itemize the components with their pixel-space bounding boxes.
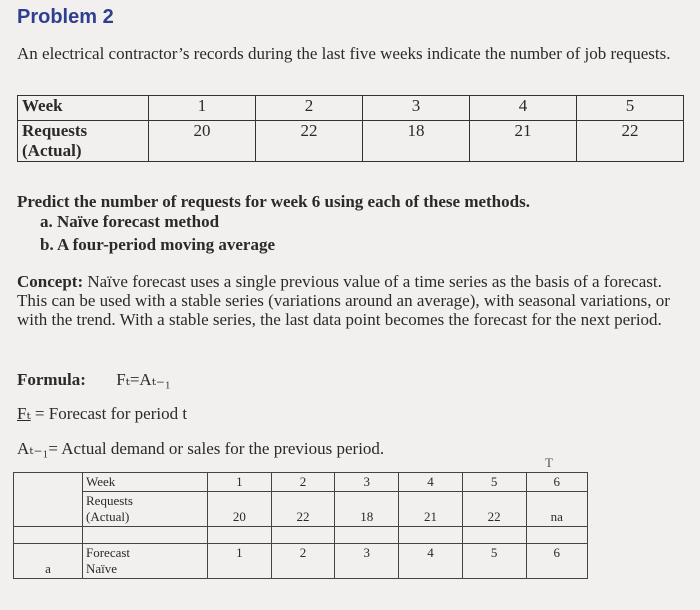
forecast-cell: 2 bbox=[271, 544, 335, 579]
request-cell: 20 bbox=[208, 492, 272, 527]
requests-table bbox=[17, 95, 684, 162]
forecast-header-line1: Forecast bbox=[86, 545, 131, 560]
week-cell: 4 bbox=[470, 96, 577, 121]
blank-cell bbox=[14, 527, 83, 544]
blank-cell bbox=[208, 527, 272, 544]
requests-header bbox=[83, 492, 208, 527]
request-cell: 22 bbox=[271, 492, 335, 527]
forecast-cell: 1 bbox=[208, 544, 272, 579]
forecast-cell: 6 bbox=[526, 544, 587, 579]
formula-expression: Fₜ=Aₜ₋₁ bbox=[116, 370, 171, 389]
blank-cell bbox=[14, 473, 83, 527]
requests-header-line2: (Actual) bbox=[22, 141, 82, 160]
forecast-symbol: Fₜ bbox=[17, 404, 31, 423]
request-cell: 20 bbox=[149, 121, 256, 162]
week-cell: 3 bbox=[363, 96, 470, 121]
requests-header bbox=[18, 121, 149, 162]
request-cell: 22 bbox=[577, 121, 684, 162]
request-cell: 22 bbox=[462, 492, 526, 527]
concept-label: Concept: bbox=[17, 272, 84, 291]
forecast-cell: 3 bbox=[335, 544, 399, 579]
table-row bbox=[14, 527, 588, 544]
table-row bbox=[18, 121, 684, 162]
week-cell: 1 bbox=[149, 96, 256, 121]
option-b: b. A four-period moving average bbox=[40, 235, 275, 254]
week-header: Week bbox=[83, 473, 208, 492]
request-cell: 22 bbox=[256, 121, 363, 162]
forecast-header-line2: Naïve bbox=[86, 561, 118, 576]
week-cell: 5 bbox=[462, 473, 526, 492]
table-row bbox=[18, 96, 684, 121]
formula-label: Formula: bbox=[17, 370, 86, 389]
request-cell: 21 bbox=[470, 121, 577, 162]
concept-paragraph bbox=[17, 272, 682, 329]
week-cell: 3 bbox=[335, 473, 399, 492]
actual-definition: Aₜ₋₁= Actual demand or sales for the previous period. bbox=[17, 439, 385, 458]
request-cell: na bbox=[526, 492, 587, 527]
page-title: Problem 2 bbox=[17, 6, 114, 28]
forecast-definition bbox=[17, 404, 187, 424]
week-cell: 5 bbox=[577, 96, 684, 121]
blank-cell bbox=[83, 527, 208, 544]
week-header: Week bbox=[18, 96, 149, 121]
blank-cell bbox=[335, 527, 399, 544]
handwritten-mark: T bbox=[545, 455, 553, 470]
forecast-definition-text: = Forecast for period t bbox=[30, 404, 188, 423]
forecast-cell: 4 bbox=[399, 544, 463, 579]
request-cell: 21 bbox=[399, 492, 463, 527]
blank-cell bbox=[462, 527, 526, 544]
concept-text: Naïve forecast uses a single previous value of a time series as the basis of a forecast. This can be used with a stable series (variations around an average), with seasonal variations, or with the trend. With a stable series, the last data point becomes the forecast for the next period. bbox=[17, 272, 670, 329]
method-marker: a bbox=[14, 544, 83, 579]
request-cell: 18 bbox=[363, 121, 470, 162]
week-cell: 2 bbox=[256, 96, 363, 121]
forecast-table bbox=[13, 472, 588, 579]
table-row bbox=[14, 473, 588, 492]
week-cell: 4 bbox=[399, 473, 463, 492]
option-a: a. Naïve forecast method bbox=[40, 212, 220, 231]
forecast-header bbox=[83, 544, 208, 579]
table-row bbox=[14, 492, 588, 527]
week-cell: 2 bbox=[271, 473, 335, 492]
week-cell: 1 bbox=[208, 473, 272, 492]
requests-header-line2: (Actual) bbox=[86, 509, 130, 524]
forecast-cell: 5 bbox=[462, 544, 526, 579]
intro-text: An electrical contractor’s records during the last five weeks indicate the number of job requests. bbox=[17, 44, 671, 63]
blank-cell bbox=[271, 527, 335, 544]
week-cell: 6 bbox=[526, 473, 587, 492]
formula bbox=[17, 370, 171, 390]
blank-cell bbox=[399, 527, 463, 544]
requests-header-line1: Requests bbox=[22, 121, 88, 140]
request-cell: 18 bbox=[335, 492, 399, 527]
table-row bbox=[14, 544, 588, 579]
question-text: Predict the number of requests for week 6 using each of these methods. bbox=[17, 192, 530, 211]
blank-cell bbox=[526, 527, 587, 544]
requests-header-line1: Requests bbox=[86, 493, 133, 508]
